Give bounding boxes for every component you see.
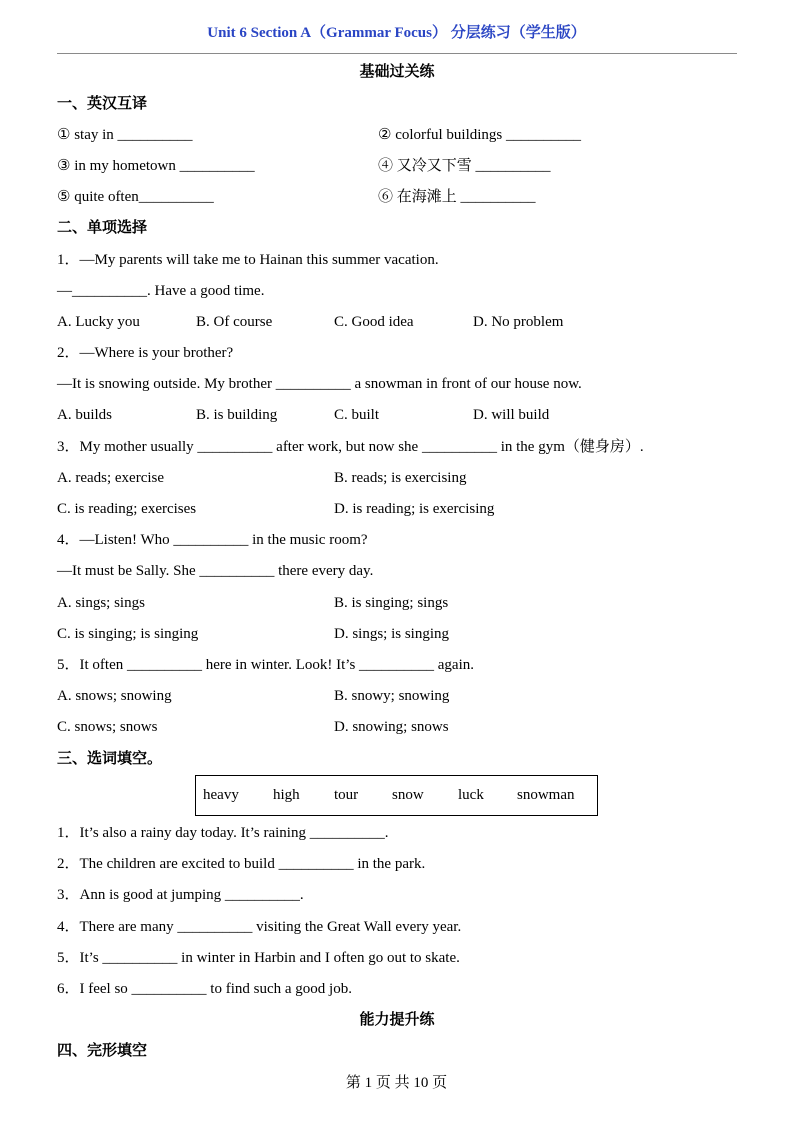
fill-sentence: 5．It’s __________ in winter in Harbin and I often go out to skate. [57, 949, 460, 966]
translation-row [57, 120, 737, 151]
question-2-option-a: A. builds [57, 407, 113, 424]
question-5-options-row [57, 681, 737, 712]
fill-sentence: 3．Ann is good at jumping __________. [57, 887, 304, 904]
translation-item: ⑥ 在海滩上 __________ [378, 189, 536, 206]
question-5-option-a: A. snows; snowing [57, 688, 172, 705]
part1-heading: 一、英汉互译 [57, 95, 148, 112]
translation-item: ② colorful buildings __________ [378, 126, 582, 143]
part2-heading: 二、单项选择 [57, 220, 148, 237]
question-3-option-d: D. is reading; is exercising [334, 501, 495, 518]
question-5-option-d: D. snowing; snows [334, 719, 449, 736]
question-2-reply: —It is snowing outside. My brother __________ a snowman in front of our house now. [57, 376, 582, 393]
word-box [195, 775, 598, 816]
header-divider [57, 53, 737, 54]
question-5-options-row [57, 712, 737, 743]
question-1-options [57, 307, 737, 338]
question-3-option-c: C. is reading; exercises [57, 501, 197, 518]
fill-sentence: 6．I feel so __________ to find such a good job. [57, 981, 352, 998]
part4-heading: 四、完形填空 [57, 1043, 148, 1060]
word-box-item: heavy [203, 786, 239, 803]
question-4-option-a: A. sings; sings [57, 594, 145, 611]
question-3-option-a: A. reads; exercise [57, 469, 165, 486]
fill-sentence: 2．The children are excited to build __________ in the park. [57, 856, 426, 873]
fill-sentence: 1．It’s also a rainy day today. It’s raining __________. [57, 825, 389, 842]
section-title-basic: 基础过关练 [359, 64, 435, 81]
question-3-options-row [57, 463, 737, 494]
section-title-advanced: 能力提升练 [359, 1012, 435, 1029]
word-box-item: luck [458, 786, 484, 803]
translation-row [57, 182, 737, 213]
question-3-option-b: B. reads; is exercising [334, 469, 467, 486]
question-1-option-b: B. Of course [196, 313, 273, 330]
word-box-item: snow [392, 786, 424, 803]
question-3-options-row [57, 494, 737, 525]
translation-item: ④ 又冷又下雪 __________ [378, 157, 551, 174]
translation-item: ③ in my hometown __________ [57, 157, 255, 174]
question-4-reply: —It must be Sally. She __________ there every day. [57, 563, 374, 580]
question-1-option-d: D. No problem [473, 313, 564, 330]
part3-heading: 三、选词填空。 [57, 750, 163, 767]
worksheet-body [57, 57, 737, 1067]
translation-row [57, 151, 737, 182]
word-box-item: snowman [517, 786, 575, 803]
question-4-option-b: B. is singing; sings [334, 594, 449, 611]
word-box-item: tour [334, 786, 359, 803]
question-2-option-c: C. built [334, 407, 380, 424]
question-4-prompt: 4．—Listen! Who __________ in the music room? [57, 532, 368, 549]
page-footer: 第 1 页 共 10 页 [345, 1075, 448, 1091]
question-4-options-row [57, 619, 737, 650]
worksheet-title: Unit 6 Section A（Grammar Focus） 分层练习（学生版） [207, 25, 586, 41]
question-2-option-b: B. is building [196, 407, 278, 424]
question-1-reply: —__________. Have a good time. [57, 282, 265, 299]
question-3-prompt: 3．My mother usually __________ after work, but now she __________ in the gym（健身房）. [57, 438, 644, 455]
word-box-item: high [273, 786, 300, 803]
question-1-prompt: 1．—My parents will take me to Hainan this summer vacation. [57, 251, 439, 268]
question-4-options-row [57, 588, 737, 619]
question-2-option-d: D. will build [473, 407, 550, 424]
fill-sentence: 4．There are many __________ visiting the Great Wall every year. [57, 918, 462, 935]
question-5-option-b: B. snowy; snowing [334, 688, 450, 705]
question-5-prompt: 5．It often __________ here in winter. Look! It’s __________ again. [57, 656, 475, 673]
question-4-option-c: C. is singing; is singing [57, 625, 199, 642]
question-2-options [57, 400, 737, 431]
translation-item: ⑤ quite often__________ [57, 189, 214, 206]
question-4-option-d: D. sings; is singing [334, 625, 450, 642]
translation-item: ① stay in __________ [57, 126, 193, 143]
question-1-option-c: C. Good idea [334, 313, 414, 330]
question-5-option-c: C. snows; snows [57, 719, 158, 736]
question-1-option-a: A. Lucky you [57, 313, 140, 330]
question-2-prompt: 2．—Where is your brother? [57, 345, 234, 362]
